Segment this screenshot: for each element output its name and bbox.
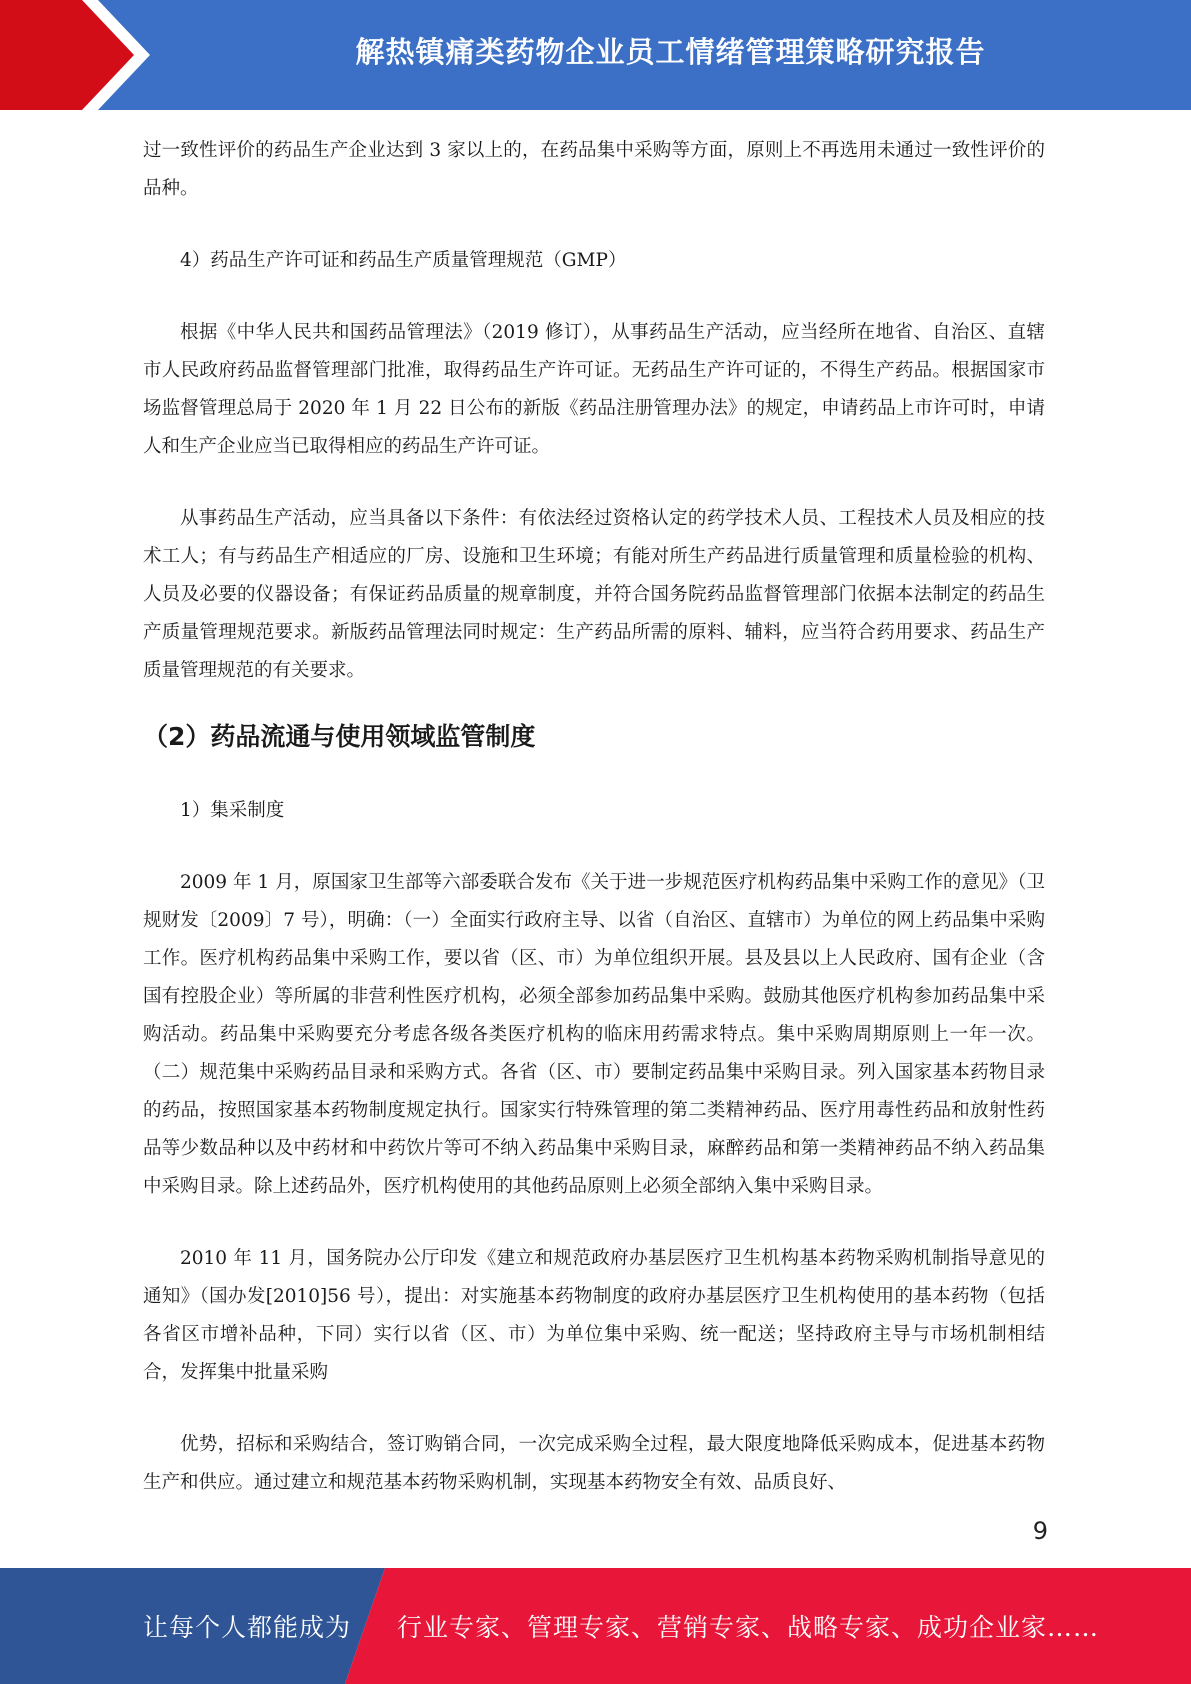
- page-header: [0, 0, 1191, 110]
- footer-slogan-left: 让每个人都能成为: [143, 1613, 352, 1642]
- body-paragraph: 过一致性评价的药品生产企业达到 3 家以上的，在药品集中采购等方面，原则上不再选用未通过一致性评价的品种。: [143, 140, 1045, 199]
- page-body: [143, 132, 1045, 1536]
- body-paragraph: 优势，招标和采购结合，签订购销合同，一次完成采购全过程，最大限度地降低采购成本，促进基本药物生产和供应。通过建立和规范基本药物采购机制，实现基本药物安全有效、品质良好、: [143, 1434, 1045, 1493]
- page-footer: [0, 1568, 1191, 1684]
- body-paragraph: 根据《中华人民共和国药品管理法》（2019 修订），从事药品生产活动，应当经所在地省、自治区、直辖市人民政府药品监督管理部门批准，取得药品生产许可证。无药品生产许可证的，不得生产药品。根据国家市场监督管理总局于 2020 年 1 月 22 日公布的新版《药品注册管理办法》的规定，申请药品上市许可时，申请人和生产企业应当已取得相应的药品生产许可证。: [143, 322, 1045, 457]
- body-paragraph: 2010 年 11 月，国务院办公厅印发《建立和规范政府办基层医疗卫生机构基本药物采购机制指导意见的通知》（国办发[2010]56 号），提出：对实施基本药物制度的政府办基层医疗卫生机构使用的基本药物（包括各省区市增补品种，下同）实行以省（区、市）为单位集中采购、统一配送；坚持政府主导与市场机制相结合，发挥集中批量采购: [143, 1248, 1045, 1383]
- subsection-heading: 1）集采制度: [180, 800, 285, 821]
- body-paragraph: 从事药品生产活动，应当具备以下条件：有依法经过资格认定的药学技术人员、工程技术人员及相应的技术工人；有与药品生产相适应的厂房、设施和卫生环境；有能对所生产药品进行质量管理和质量检验的机构、人员及必要的仪器设备；有保证药品质量的规章制度，并符合国务院药品监督管理部门依据本法制定的药品生产质量管理规范要求。新版药品管理法同时规定：生产药品所需的原料、辅料，应当符合药用要求、药品生产质量管理规范的有关要求。: [143, 508, 1045, 681]
- report-title: 解热镇痛类药物企业员工情绪管理策略研究报告: [355, 34, 986, 69]
- body-paragraph: 2009 年 1 月，原国家卫生部等六部委联合发布《关于进一步规范医疗机构药品集中采购工作的意见》（卫规财发〔2009〕7 号），明确：（一）全面实行政府主导、以省（自治区、直辖市）为单位的网上药品集中采购工作。医疗机构药品集中采购工作，要以省（区、市）为单位组织开展。县及县以上人民政府、国有企业（含国有控股企业）等所属的非营利性医疗机构，必须全部参加药品集中采购。鼓励其他医疗机构参加药品集中采购活动。药品集中采购要充分考虑各级各类医疗机构的临床用药需求特点。集中采购周期原则上一年一次。（二）规范集中采购药品目录和采购方式。各省（区、市）要制定药品集中采购目录。列入国家基本药物目录的药品，按照国家基本药物制度规定执行。国家实行特殊管理的第二类精神药品、医疗用毒性药品和放射性药品等少数品种以及中药材和中药饮片等可不纳入药品集中采购目录，麻醉药品和第一类精神药品不纳入药品集中采购目录。除上述药品外，医疗机构使用的其他药品原则上必须全部纳入集中采购目录。: [143, 872, 1045, 1197]
- footer-slogan-right: 行业专家、管理专家、营销专家、战略专家、成功企业家……: [397, 1613, 1100, 1642]
- subsection-heading: 4）药品生产许可证和药品生产质量管理规范（GMP）: [180, 250, 627, 271]
- section-heading: （2）药品流通与使用领域监管制度: [143, 722, 536, 751]
- page-number: 9: [1032, 1517, 1048, 1545]
